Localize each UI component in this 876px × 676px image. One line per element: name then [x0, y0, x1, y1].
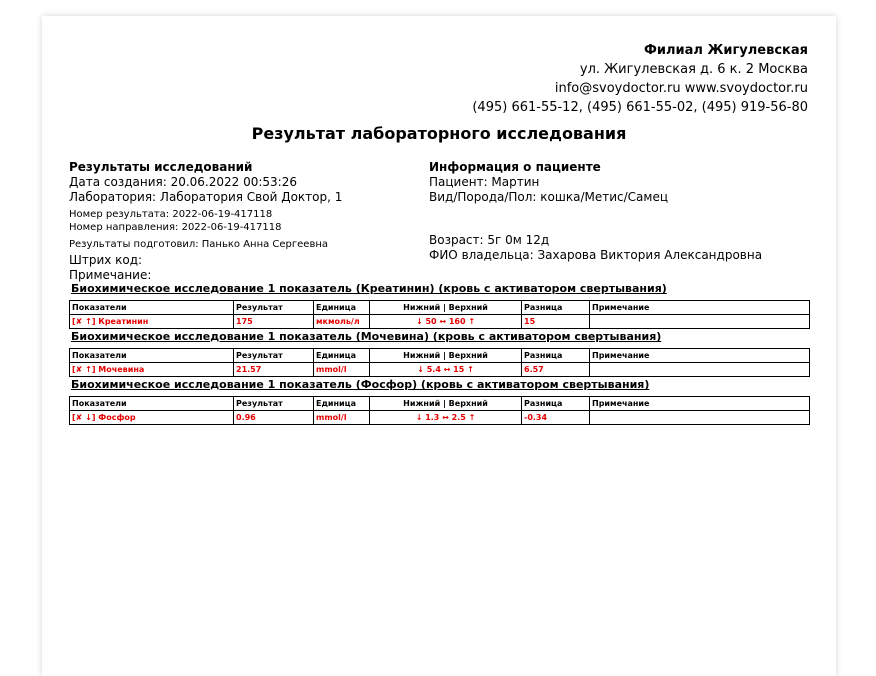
header-diff: Разница	[522, 301, 590, 315]
results-table	[69, 348, 810, 377]
range-cell: ↓ 1.3 ↔ 2.5 ↑	[370, 411, 522, 425]
patient-info-heading: Информация о пациенте	[429, 160, 601, 174]
unit-cell: mmol/l	[314, 411, 370, 425]
indicator-cell: [✘ ↑] Мочевина	[70, 363, 234, 377]
header-range: Нижний | Верхний	[370, 397, 522, 411]
header-result: Результат	[234, 349, 314, 363]
owner-name: ФИО владельца: Захарова Виктория Александровна	[429, 248, 763, 262]
unit-cell: mmol/l	[314, 363, 370, 377]
patient-info	[429, 160, 762, 263]
header-unit: Единица	[314, 301, 370, 315]
header-range: Нижний | Верхний	[370, 349, 522, 363]
note-cell	[590, 315, 810, 329]
header-unit: Единица	[314, 349, 370, 363]
test-title: Биохимическое исследование 1 показатель (Мочевина) (кровь с активатором свертывания)	[71, 330, 662, 343]
header-note: Примечание	[590, 349, 810, 363]
patient-species: Вид/Порода/Пол: кошка/Метис/Самец	[429, 190, 668, 204]
laboratory: Лаборатория: Лаборатория Свой Доктор, 1	[69, 190, 343, 204]
table-header-row	[70, 397, 810, 411]
test-block	[69, 378, 810, 425]
results-info-heading: Результаты исследований	[69, 160, 253, 174]
indicator-cell: [✘ ↑] Креатинин	[70, 315, 234, 329]
note-cell	[590, 411, 810, 425]
result-cell: 0.96	[234, 411, 314, 425]
result-number: Номер результата: 2022-06-19-417118	[69, 209, 273, 220]
test-title: Биохимическое исследование 1 показатель (Фосфор) (кровь с активатором свертывания)	[71, 378, 650, 391]
results-info	[69, 160, 342, 283]
report-page	[42, 16, 836, 676]
diff-cell: 6.57	[522, 363, 590, 377]
barcode-label: Штрих код:	[69, 253, 143, 267]
test-title: Биохимическое исследование 1 показатель (Креатинин) (кровь с активатором свертывания)	[71, 282, 667, 295]
header-diff: Разница	[522, 349, 590, 363]
test-block	[69, 282, 810, 329]
results-table	[69, 300, 810, 329]
clinic-phones: (495) 661-55-12, (495) 661-55-02, (495) 919-56-80	[472, 100, 808, 115]
indicator-cell: [✘ ↓] Фосфор	[70, 411, 234, 425]
header-note: Примечание	[590, 301, 810, 315]
clinic-address: ул. Жигулевская д. 6 к. 2 Москва	[579, 62, 808, 77]
result-cell: 21.57	[234, 363, 314, 377]
table-row	[70, 411, 810, 425]
test-block	[69, 330, 810, 377]
note-label: Примечание:	[69, 268, 152, 282]
unit-cell: мкмоль/л	[314, 315, 370, 329]
patient-name: Пациент: Мартин	[429, 175, 540, 189]
header-result: Результат	[234, 301, 314, 315]
results-table	[69, 396, 810, 425]
header-note: Примечание	[590, 397, 810, 411]
referral-number: Номер направления: 2022-06-19-417118	[69, 222, 282, 233]
header-indicator: Показатели	[70, 301, 234, 315]
report-title: Результат лабораторного исследования	[251, 124, 627, 143]
table-row	[70, 363, 810, 377]
header-range: Нижний | Верхний	[370, 301, 522, 315]
branch-name: Филиал Жигулевская	[644, 43, 808, 58]
header-result: Результат	[234, 397, 314, 411]
patient-age: Возраст: 5г 0м 12д	[429, 233, 550, 247]
table-header-row	[70, 349, 810, 363]
diff-cell: 15	[522, 315, 590, 329]
table-header-row	[70, 301, 810, 315]
header-indicator: Показатели	[70, 349, 234, 363]
header-unit: Единица	[314, 397, 370, 411]
header-indicator: Показатели	[70, 397, 234, 411]
clinic-header	[472, 42, 808, 117]
header-diff: Разница	[522, 397, 590, 411]
clinic-contacts: info@svoydoctor.ru www.svoydoctor.ru	[554, 81, 808, 96]
range-cell: ↓ 5.4 ↔ 15 ↑	[370, 363, 522, 377]
note-cell	[590, 363, 810, 377]
result-cell: 175	[234, 315, 314, 329]
diff-cell: -0.34	[522, 411, 590, 425]
range-cell: ↓ 50 ↔ 160 ↑	[370, 315, 522, 329]
table-row	[70, 315, 810, 329]
prepared-by: Результаты подготовил: Панько Анна Сергеевна	[69, 239, 329, 250]
created-date: Дата создания: 20.06.2022 00:53:26	[69, 175, 297, 189]
